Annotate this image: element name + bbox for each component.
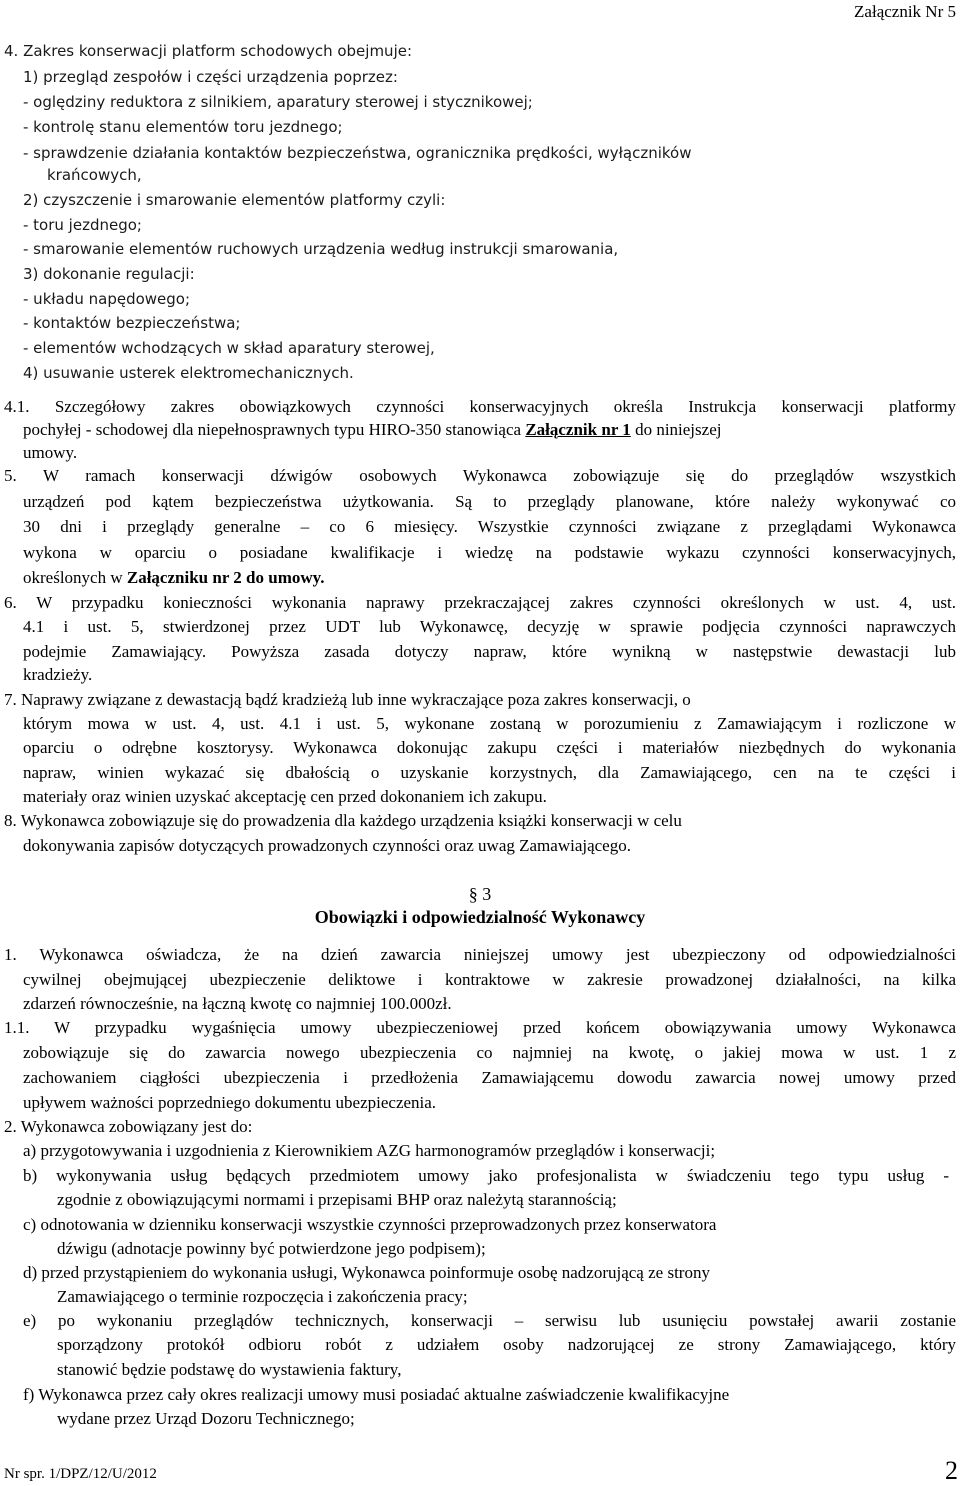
para-7-line: 7. Naprawy związane z dewastacją bądź kradzieżą lub inne wykraczające poza zakres konserwacji, o — [4, 690, 691, 709]
para-5-line: wykona w oparciu o posiadane kwalifikacje i wiedzę na podstawie wykazu czynności konserwacyjnych, — [23, 543, 956, 562]
section-title: Obowiązki i odpowiedzialność Wykonawcy — [314, 907, 646, 927]
list-item-e-cont: stanowić będzie podstawę do wystawienia faktury, — [57, 1360, 402, 1379]
para-s1-1-line: upływem ważności poprzedniego dokumentu ubezpieczenia. — [23, 1093, 437, 1112]
scope-line: - kontaktów bezpieczeństwa; — [23, 314, 241, 332]
list-item-f-cont: wydane przez Urząd Dozoru Technicznego; — [57, 1409, 355, 1428]
list-item-d: d) przed przystąpieniem do wykonania usługi, Wykonawca poinformuje osobę nadzorującą ze strony — [23, 1263, 710, 1282]
para-7-line: napraw, winien wykazać się dbałością o uzyskanie korzystnych, dla Zamawiającego, cen na te części i — [23, 763, 956, 782]
para-s1-1-line: zachowaniem ciągłości ubezpieczenia i przedłożenia Zamawiającemu dowodu zawarcia nowej umowy przed — [23, 1068, 956, 1087]
list-item-b-cont: zgodnie z obowiązującymi normami i przepisami BHP oraz należytą starannością; — [57, 1190, 617, 1209]
para-7-line: oparciu o odrębne kosztorysy. Wykonawca dokonując zakupu części i materiałów niezbędnych do wykonania — [23, 738, 956, 757]
scope-line: - smarowanie elementów ruchowych urządzenia według instrukcji smarowania, — [23, 240, 619, 258]
list-item-e: e) po wykonaniu przeglądów technicznych, konserwacji – serwisu lub usunięciu powstałej awarii zostanie — [23, 1311, 956, 1330]
para-8-line: 8. Wykonawca zobowiązuje się do prowadzenia dla każdego urządzenia książki konserwacji w celu — [4, 811, 682, 830]
para-s2-intro: 2. Wykonawca zobowiązany jest do: — [4, 1117, 253, 1136]
scope-line: 2) czyszczenie i smarowanie elementów platformy czyli: — [23, 191, 446, 209]
scope-line: - kontrolę stanu elementów toru jezdnego; — [23, 118, 343, 136]
scope-line: - sprawdzenie działania kontaktów bezpieczeństwa, ogranicznika prędkości, wyłączników — [23, 144, 692, 162]
list-item-a: a) przygotowywania i uzgodnienia z Kierownikiem AZG harmonogramów przeglądów i konserwacji; — [23, 1141, 716, 1160]
case-reference: Nr spr. 1/DPZ/12/U/2012 — [4, 1466, 157, 1482]
annex-2-reference: Załączniku nr 2 do umowy. — [126, 568, 325, 587]
para-s1-line: 1. Wykonawca oświadcza, że na dzień zawarcia niniejszej umowy jest ubezpieczony od odpowiedzialności — [4, 945, 956, 964]
page-number: 2 — [945, 1456, 958, 1485]
para-s1-line: cywilnej obejmującej ubezpieczenie deliktowe i kontraktowe w zakresie prowadzonej działalności, na kilka — [23, 970, 956, 989]
list-item-e-cont: sporządzony protokół odbioru robót z udziałem osoby nadzorującej ze strony Zamawiającego, który — [57, 1335, 956, 1354]
para-4-1-line: umowy. — [23, 443, 78, 462]
section-number: § 3 — [468, 884, 492, 904]
para-7-line: którym mowa w ust. 4, ust. 4.1 i ust. 5, wykonane zostaną w porozumieniu z Zamawiającym i rozliczone w — [23, 714, 956, 733]
list-item-d-cont: Zamawiającego o terminie rozpoczęcia i zakończenia pracy; — [57, 1287, 468, 1306]
text: do niniejszej — [635, 420, 722, 439]
para-5-line: urządzeń pod kątem bezpieczeństwa użytkowania. Są to przeglądy planowane, które należy wykonywać co — [23, 492, 956, 511]
list-item-b: b) wykonywania usług będących przedmiotem umowy jako profesjonalista w świadczeniu tego typu usług - — [23, 1166, 949, 1185]
text: pochyłej - schodowej dla niepełnosprawnych typu HIRO-350 stanowiąca — [23, 420, 522, 439]
para-6-line: 6. W przypadku konieczności wykonania naprawy przekraczającej zakres czynności określonych w ust. 4, ust. — [4, 593, 956, 612]
para-8-line: dokonywania zapisów dotyczących prowadzonych czynności oraz uwag Zamawiającego. — [23, 836, 631, 855]
para-6-line: podejmie Zamawiający. Powyższa zasada dotyczy napraw, które wynikną w następstwie dewastacji lub — [23, 642, 956, 661]
scope-line: 3) dokonanie regulacji: — [23, 265, 195, 283]
scope-line: - elementów wchodzących w skład aparatury sterowej, — [23, 339, 435, 357]
list-item-c-cont: dźwigu (adnotacje powinny być potwierdzone jego podpisem); — [57, 1239, 486, 1258]
list-item-f: f) Wykonawca przez cały okres realizacji umowy musi posiadać aktualne zaświadczenie kwalifikacyjne — [23, 1385, 730, 1404]
para-s1-1-line: zobowiązuje się do zawarcia nowego ubezpieczenia co najmniej na kwotę, o jakiej mowa w ust. 1 z — [23, 1043, 956, 1062]
annex-1-reference: Załącznik nr 1 — [525, 420, 631, 439]
para-4-1-line — [23, 420, 721, 440]
para-4-1-line: 4.1. Szczegółowy zakres obowiązkowych czynności konserwacyjnych określa Instrukcja konserwacji platformy — [4, 397, 956, 416]
scope-line: - toru jezdnego; — [23, 216, 142, 234]
scope-line: - układu napędowego; — [23, 290, 191, 308]
para-7-line: materiały oraz winien uzyskać akceptację cen przed dokonaniem ich zakupu. — [23, 787, 547, 806]
scope-line: krańcowych, — [47, 166, 142, 184]
scope-line: 4. Zakres konserwacji platform schodowych obejmuje: — [4, 42, 413, 60]
para-6-line: 4.1 i ust. 5, stwierdzonej przez UDT lub Wykonawcę, decyzję w sprawie podjęcia czynności naprawczych — [23, 617, 956, 636]
scope-line: 1) przegląd zespołów i części urządzenia poprzez: — [23, 68, 398, 86]
text: określonych w — [23, 568, 123, 587]
para-s1-line: zdarzeń równocześnie, na łączną kwotę co najmniej 100.000zł. — [23, 994, 452, 1013]
para-5-line: 5. W ramach konserwacji dźwigów osobowych Wykonawca zobowiązuje się do przeglądów wszystkich — [4, 466, 956, 485]
para-5-line: 30 dni i przeglądy generalne – co 6 miesięcy. Wszystkie czynności związane z przeglądami Wykonawca — [23, 517, 956, 536]
para-5-line — [23, 568, 324, 588]
para-6-line: kradzieży. — [23, 665, 93, 684]
scope-line: - oględziny reduktora z silnikiem, aparatury sterowej i stycznikowej; — [23, 93, 533, 111]
para-s1-1-line: 1.1. W przypadku wygaśnięcia umowy ubezpieczeniowej przed końcem obowiązywania umowy Wykonawca — [4, 1018, 956, 1037]
list-item-c: c) odnotowania w dzienniku konserwacji wszystkie czynności przeprowadzonych przez konserwatora — [23, 1215, 717, 1234]
scope-line: 4) usuwanie usterek elektromechanicznych. — [23, 364, 354, 382]
annex-label: Załącznik Nr 5 — [854, 2, 956, 21]
